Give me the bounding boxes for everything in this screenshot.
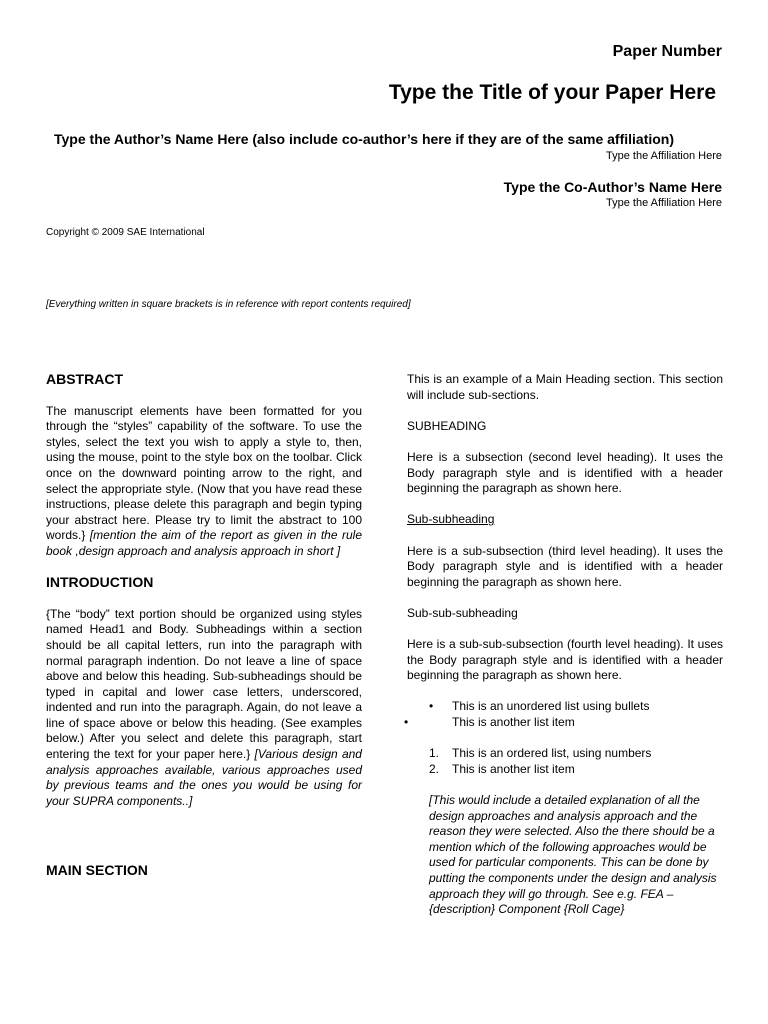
coauthor-name: Type the Co-Author’s Name Here xyxy=(503,179,722,195)
sub-subheading-body: Here is a sub-subsection (third level heading). It uses the Body paragraph style and is identified with a header beginning the paragraph as shown here. xyxy=(407,543,723,589)
design-approach-note: [This would include a detailed explanation of all the design approaches and analysis approach and the reason they were selected. Also the there should be a mention which of the following approaches would be used for particular components. This can be done by putting the components under the design and analysis approach they will go through. See e.g. FEA – {description} Component {Roll Cage} xyxy=(429,793,717,917)
paper-title: Type the Title of your Paper Here xyxy=(388,81,716,104)
introduction-italic-note: [Various design and analysis approaches available, various approaches used by previous teams and the ones you would be using for your SUPRA components..] xyxy=(46,747,362,808)
copyright-notice: Copyright © 2009 SAE International xyxy=(46,227,205,238)
introduction-heading: INTRODUCTION xyxy=(46,574,154,591)
author-name: Type the Author’s Name Here (also include co-author’s here if they are of the same affiliation) xyxy=(54,131,675,147)
bullet-text-2: This is another list item xyxy=(452,715,575,730)
main-section-intro: This is an example of a Main Heading section. This section will include sub-sections. xyxy=(407,372,723,402)
right-column xyxy=(404,372,723,933)
left-column xyxy=(46,372,362,895)
list-item xyxy=(404,715,723,731)
bullet-icon: • xyxy=(404,715,409,730)
main-section-heading: MAIN SECTION xyxy=(46,862,148,879)
abstract-body: The manuscript elements have been formatted for you through the “styles” capability of the software. To use the styles, select the text you wish to apply a style to, then, using the mouse, point to the style box on the toolbar. Click once on the downward pointing arrow to the right, and select the appropriate style. (Now that you have read these instructions, please delete this paragraph and begin typing your abstract here. Please try to limit the abstract to 100 words.} xyxy=(46,403,362,543)
coauthor-affiliation: Type the Affiliation Here xyxy=(606,197,722,209)
sub-subheading: Sub-subheading xyxy=(407,512,495,527)
sub-sub-subheading: Sub-sub-subheading xyxy=(407,605,518,620)
author-affiliation: Type the Affiliation Here xyxy=(606,150,722,162)
subheading: SUBHEADING xyxy=(407,418,487,433)
sub-sub-subheading-body: Here is a sub-sub-subsection (fourth level heading). It uses the Body paragraph style and is identified with a header beginning the paragraph as shown here. xyxy=(407,637,723,683)
number-marker-2: 2. xyxy=(429,761,440,776)
list-item xyxy=(407,699,723,715)
paper-number: Paper Number xyxy=(612,43,722,60)
numbered-text-2: This is another list item xyxy=(452,761,575,776)
list-item xyxy=(407,746,723,762)
abstract-paragraph xyxy=(46,404,362,560)
list-item xyxy=(407,762,723,778)
subheading-body: Here is a subsection (second level heading). It uses the Body paragraph style and is identified with a header beginning the paragraph as shown here. xyxy=(407,449,723,496)
numbered-text-1: This is an ordered list, using numbers xyxy=(452,746,652,761)
abstract-heading: ABSTRACT xyxy=(46,371,123,387)
bullet-icon: • xyxy=(429,699,434,714)
bracket-note: [Everything written in square brackets is in reference with report contents required] xyxy=(46,299,411,310)
abstract-italic-note: [mention the aim of the report as given in the rule book ,design approach and analysis approach in short ] xyxy=(46,528,363,558)
introduction-body: {The “body” text portion should be organized using styles named Head1 and Body. Subheadings within a section should be all capital letters, run into the paragraph with normal paragraph indention. Do not leave a line of space above and below this heading. Sub-subheadings should be typed in capital and lower case letters, underscored, indented and run into the paragraph. Again, do not leave a line of space above or below this heading. (See examples below.) After you select and delete this paragraph, start entering the text for your paper here.} xyxy=(46,606,362,762)
introduction-paragraph xyxy=(46,607,362,810)
bullet-text-1: This is an unordered list using bullets xyxy=(452,699,650,714)
number-marker-1: 1. xyxy=(429,746,440,761)
